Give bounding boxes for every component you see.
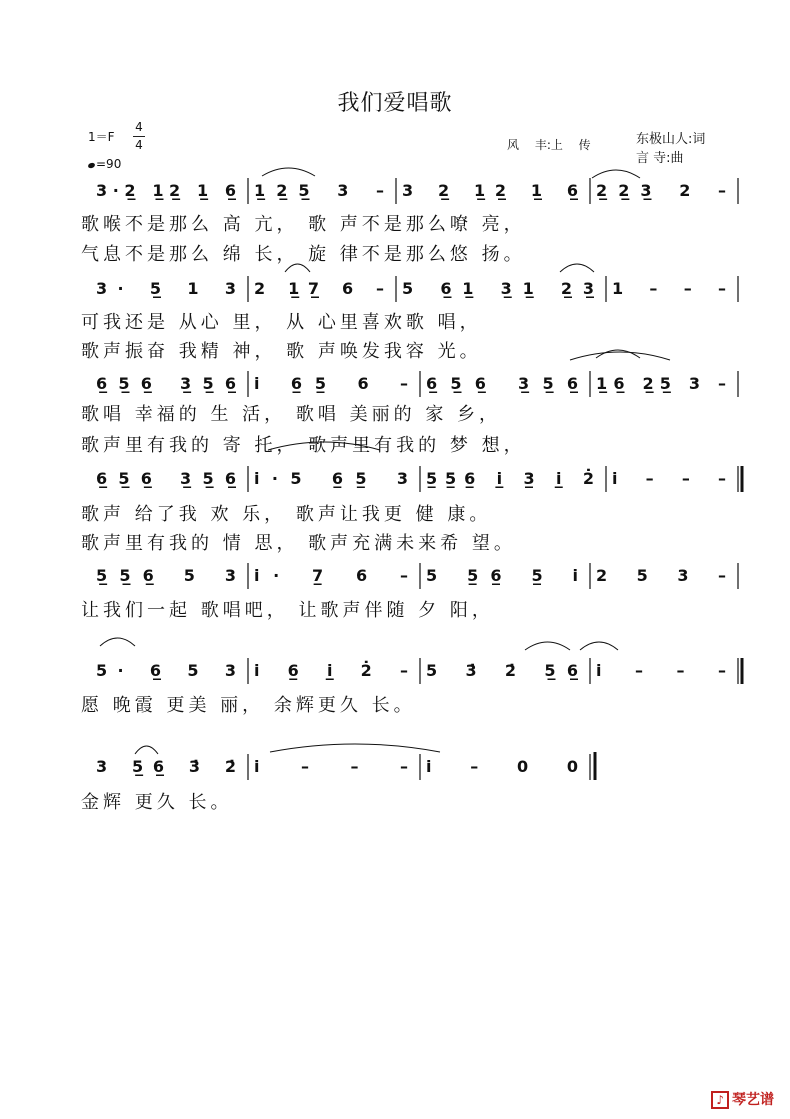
slur — [270, 744, 440, 752]
measure-notes: 5 5̲6̲ 5̲ i — [426, 566, 578, 585]
lyric-line: 歌声振奋 我精 神， 歌 声唤发我容 光。 — [81, 341, 482, 362]
measure-notes: 5 3̇ 2̇ 5̲6̲ — [426, 661, 578, 680]
composer-credit: 言 寺:曲 — [636, 151, 684, 166]
measure-notes: i – – – — [612, 469, 726, 488]
time-top: 4 — [135, 120, 143, 134]
logo-mark-icon: ♪ — [711, 1091, 729, 1109]
measure-notes: 2 1̲7̲ 6 – — [254, 279, 384, 298]
arranger-credit: 风 丰:上 传 — [507, 138, 591, 152]
measure-notes: i – 0 0 — [426, 757, 578, 776]
time-bottom: 4 — [135, 138, 143, 152]
quarter-note-icon — [87, 162, 95, 169]
lyric-line: 可我还是 从心 里， 从 心里喜欢歌 唱， — [81, 312, 482, 333]
measure-notes: i·5 6̲5̲ 3 — [254, 469, 408, 488]
lyricist-credit: 东极山人:词 — [636, 132, 706, 147]
measure-notes: 6̲5̲6̲ 3̲5̲6̲ — [96, 374, 236, 393]
measure-notes: i 6̲ i̲ 2̇ – — [254, 661, 408, 680]
measure-notes: 1 – – – — [612, 279, 726, 298]
tempo-marking — [88, 157, 121, 171]
measure-notes: 5· 6̲ 5 3 — [96, 661, 236, 680]
slur — [596, 350, 640, 358]
slur — [570, 352, 670, 360]
lyric-line: 歌声里有我的 寄 托， 歌声里有我的 梦 想， — [81, 435, 526, 456]
measure-notes: i – – – — [596, 661, 726, 680]
key-signature: 1＝F — [88, 130, 115, 144]
slur — [100, 638, 135, 646]
measure-notes: 5̲5̲6̲ i̲ 3̲ i̲ 2̇ — [426, 469, 594, 488]
lyric-line: 歌声 给了我 欢 乐， 歌声让我更 健 康。 — [81, 504, 492, 525]
lyric-line: 让我们一起 歌唱吧， 让歌声伴随 夕 阳， — [81, 600, 494, 621]
slur — [135, 746, 158, 754]
slur — [592, 170, 640, 178]
measure-notes: 1̲6̲ 2̲5̲ 3 – — [596, 374, 726, 393]
watermark-logo — [711, 1089, 774, 1109]
lyric-line: 愿 晚霞 更美 丽， 余辉更久 长。 — [81, 695, 416, 716]
measure-notes: 2̲2̲3̲ 2 – — [596, 181, 726, 200]
measure-notes: 2 5 3 – — [596, 566, 726, 585]
measure-notes: 5̲5̲6̲ 5 3 — [96, 566, 236, 585]
measure-notes: 6̲5̲6̲ 3̲5̲6̲ — [426, 374, 578, 393]
lyric-line: 歌喉不是那么 高 亢， 歌 声不是那么嘹 亮， — [81, 214, 526, 235]
time-signature — [133, 120, 145, 153]
lyric-line: 歌唱 幸福的 生 活， 歌唱 美丽的 家 乡， — [81, 404, 502, 425]
measure-notes: 6̲5̲6̲ 3̲5̲6̲ — [96, 469, 236, 488]
measure-notes: 5 6̲1̲ 3̲1̲ 2̲3̲ — [402, 279, 594, 298]
watermark-text: 琴艺谱 — [732, 1092, 774, 1108]
lyric-line: 气息不是那么 绵 长， 旋 律不是那么悠 扬。 — [81, 244, 526, 265]
measure-notes: 3·2̲ 1̲2̲ 1̲ 6̲ — [96, 181, 236, 200]
lyric-line: 歌声里有我的 情 思， 歌声充满未来希 望。 — [81, 533, 516, 554]
measure-notes: 1̲2̲5̲ 3 – — [254, 181, 384, 200]
measure-notes: 3· 5̲ 1 3 — [96, 279, 236, 298]
slur — [580, 642, 618, 650]
lyric-line: 金辉 更久 长。 — [81, 792, 233, 813]
slur — [560, 264, 594, 272]
measure-notes: i – – – — [254, 757, 408, 776]
tempo-value: =90 — [96, 157, 122, 171]
slur — [262, 168, 315, 176]
measure-notes: i· 7̲ 6 – — [254, 566, 408, 585]
page-title: 我们爱唱歌 — [337, 91, 453, 116]
slur — [525, 642, 570, 650]
measure-notes: 3 5̲6̲ 3̇ 2̇ — [96, 757, 236, 776]
measure-notes: 3 2̲ 1̲2̲ 1̲ 6̲ — [402, 181, 578, 200]
measure-notes: i 6̲5̲ 6 – — [254, 374, 408, 393]
